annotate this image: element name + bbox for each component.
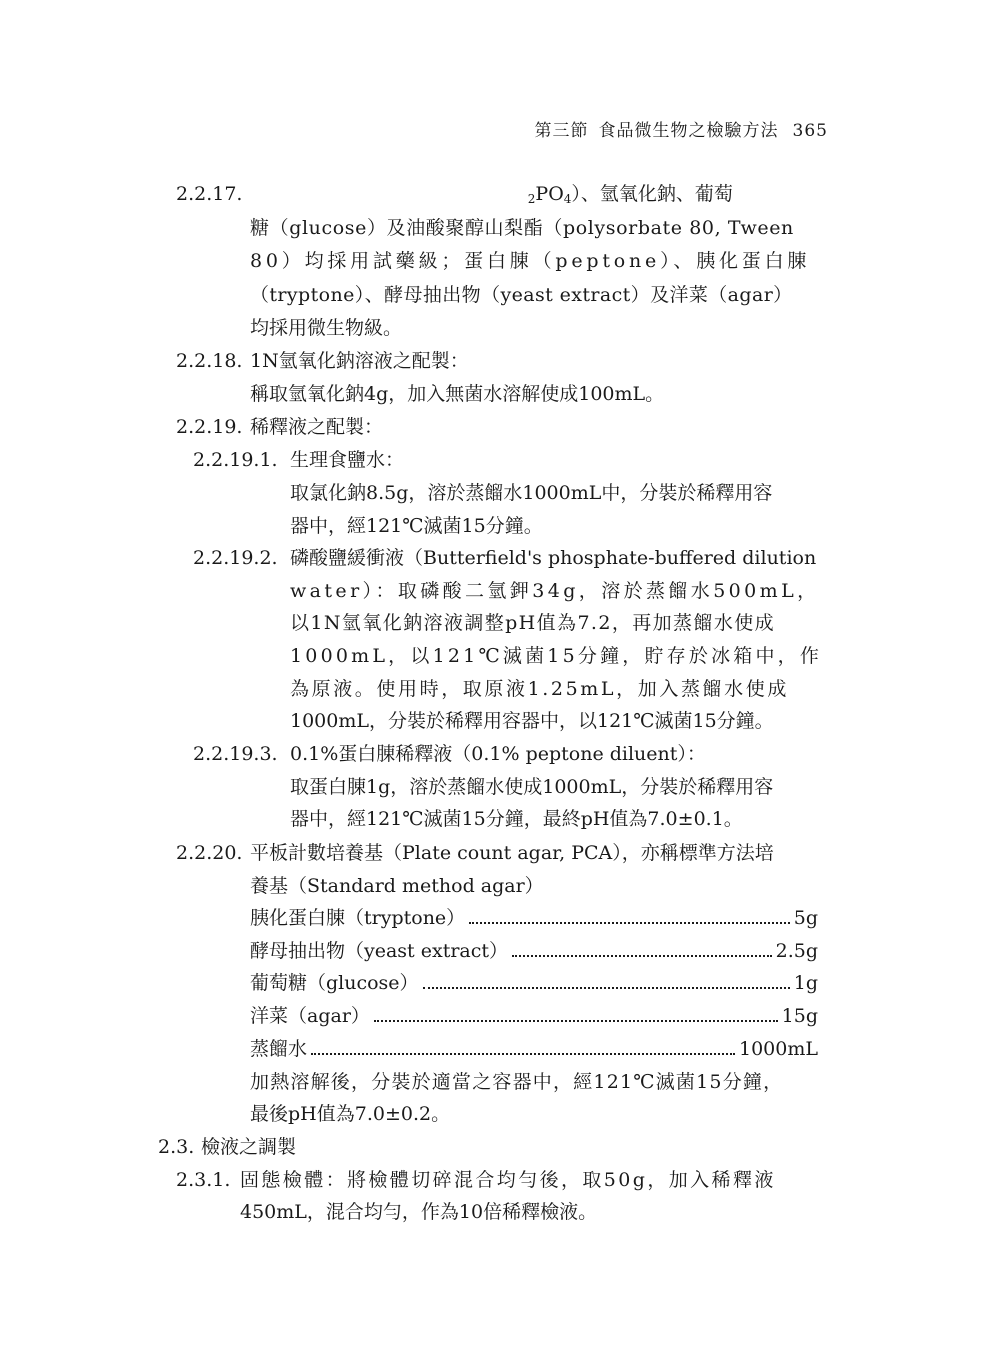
ingredient-amount: 15g <box>781 1005 818 1027</box>
header-title: 食品微生物之檢驗方法 <box>598 121 779 141</box>
ingredient-name: 酵母抽出物（yeast extract） <box>250 940 509 962</box>
paragraph-line: 平板計數培養基（Plate count agar, PCA），亦稱標準方法培 <box>250 842 774 864</box>
leader-dots <box>469 904 790 924</box>
paragraph-line: 加熱溶解後，分裝於適當之容器中，經121℃滅菌15分鐘， <box>250 1071 784 1093</box>
paragraph-line: （tryptone）、酵母抽出物（yeast extract）及洋菜（agar） <box>250 284 793 306</box>
paragraph-line: 最後pH值為7.0±0.2。 <box>250 1103 451 1125</box>
paragraph-line: water）：取磷酸二氫鉀34g，溶於蒸餾水500mL， <box>290 580 820 602</box>
section-number: 2.2.17. <box>176 183 243 205</box>
paragraph-line: 450mL，混合均勻，作為10倍稀釋檢液。 <box>240 1201 598 1223</box>
ingredient-amount: 5g <box>793 907 818 929</box>
leader-dots <box>512 937 772 957</box>
paragraph-line: 1000mL，分裝於稀釋用容器中，以121℃滅菌15分鐘。 <box>290 710 774 732</box>
leader-dots <box>374 1002 778 1022</box>
paragraph-line: 取氯化鈉8.5g，溶於蒸餾水1000mL中，分裝於稀釋用容 <box>290 482 773 504</box>
paragraph-line: 固態檢體：將檢體切碎混合均勻後，取50g，加入稀釋液 <box>240 1169 776 1191</box>
leader-dots <box>311 1035 735 1055</box>
section-number: 2.2.20. <box>176 842 243 864</box>
paragraph-line: 糖（glucose）及油酸聚醇山梨酯（polysorbate 80, Tween <box>250 217 794 239</box>
ingredient-name: 葡萄糖（glucose） <box>250 972 419 994</box>
subscript: 2 <box>527 192 536 206</box>
ingredient-name: 洋菜（agar） <box>250 1005 370 1027</box>
section-title: 稀釋液之配製： <box>250 416 384 438</box>
paragraph-line <box>250 179 830 214</box>
header-section: 第三節 <box>534 121 589 141</box>
section-title: 檢液之調製 <box>201 1136 297 1158</box>
section-title: 生理食鹽水： <box>290 449 405 471</box>
paragraph-line: 器中，經121℃滅菌15分鐘。 <box>290 515 543 537</box>
paragraph-line: 1000mL，以121℃滅菌15分鐘，貯存於冰箱中，作 <box>290 645 823 667</box>
paragraph-line: 磷酸鹽緩衝液（Butterfield's phosphate-buffered dilution <box>290 547 817 569</box>
ingredient-row <box>250 1001 818 1031</box>
ingredient-row <box>250 968 818 998</box>
subscript: 4 <box>563 192 572 206</box>
paragraph-line: 器中，經121℃滅菌15分鐘，最終pH值為7.0±0.1。 <box>290 808 743 830</box>
paragraph-line: 取蛋白腖1g，溶於蒸餾水使成1000mL，分裝於稀釋用容 <box>290 776 774 798</box>
section-number: 2.3.1. <box>176 1169 231 1191</box>
section-title: 1N氫氧化鈉溶液之配製： <box>250 350 469 372</box>
paragraph-line: 以1N氫氧化鈉溶液調整pH值為7.2，再加蒸餾水使成 <box>290 612 776 634</box>
ingredient-name: 蒸餾水 <box>250 1038 308 1060</box>
paragraph-line: 80）均採用試藥級；蛋白腖（peptone）、胰化蛋白腖 <box>250 250 811 272</box>
ingredient-row <box>250 936 818 966</box>
ingredient-name: 胰化蛋白腖（tryptone） <box>250 907 466 929</box>
paragraph-line: 均採用微生物級。 <box>250 317 403 339</box>
paragraph-line: 養基（Standard method agar） <box>250 875 544 897</box>
ingredient-amount: 1g <box>793 972 818 994</box>
section-title: 0.1%蛋白腖稀釋液（0.1% peptone diluent）： <box>290 743 706 765</box>
section-number: 2.2.19. <box>176 416 243 438</box>
paragraph-line: 為原液。使用時，取原液1.25mL，加入蒸餾水使成 <box>290 678 789 700</box>
text-segment: PO <box>535 183 564 205</box>
page-number: 365 <box>792 121 828 141</box>
section-number: 2.2.18. <box>176 350 243 372</box>
running-header <box>525 116 828 141</box>
text-segment: ）、氫氧化鈉、葡萄 <box>571 183 733 205</box>
ingredient-amount: 2.5g <box>775 940 818 962</box>
section-number: 2.3. <box>158 1136 195 1158</box>
section-number: 2.2.19.1. <box>193 449 278 471</box>
ingredient-row <box>250 1034 818 1064</box>
section-number: 2.2.19.2. <box>193 547 278 569</box>
ingredient-row <box>250 903 818 933</box>
ingredient-amount: 1000mL <box>739 1038 818 1060</box>
paragraph-line: 稱取氫氧化鈉4g，加入無菌水溶解使成100mL。 <box>250 383 665 405</box>
section-number: 2.2.19.3. <box>193 743 278 765</box>
leader-dots <box>423 969 790 989</box>
